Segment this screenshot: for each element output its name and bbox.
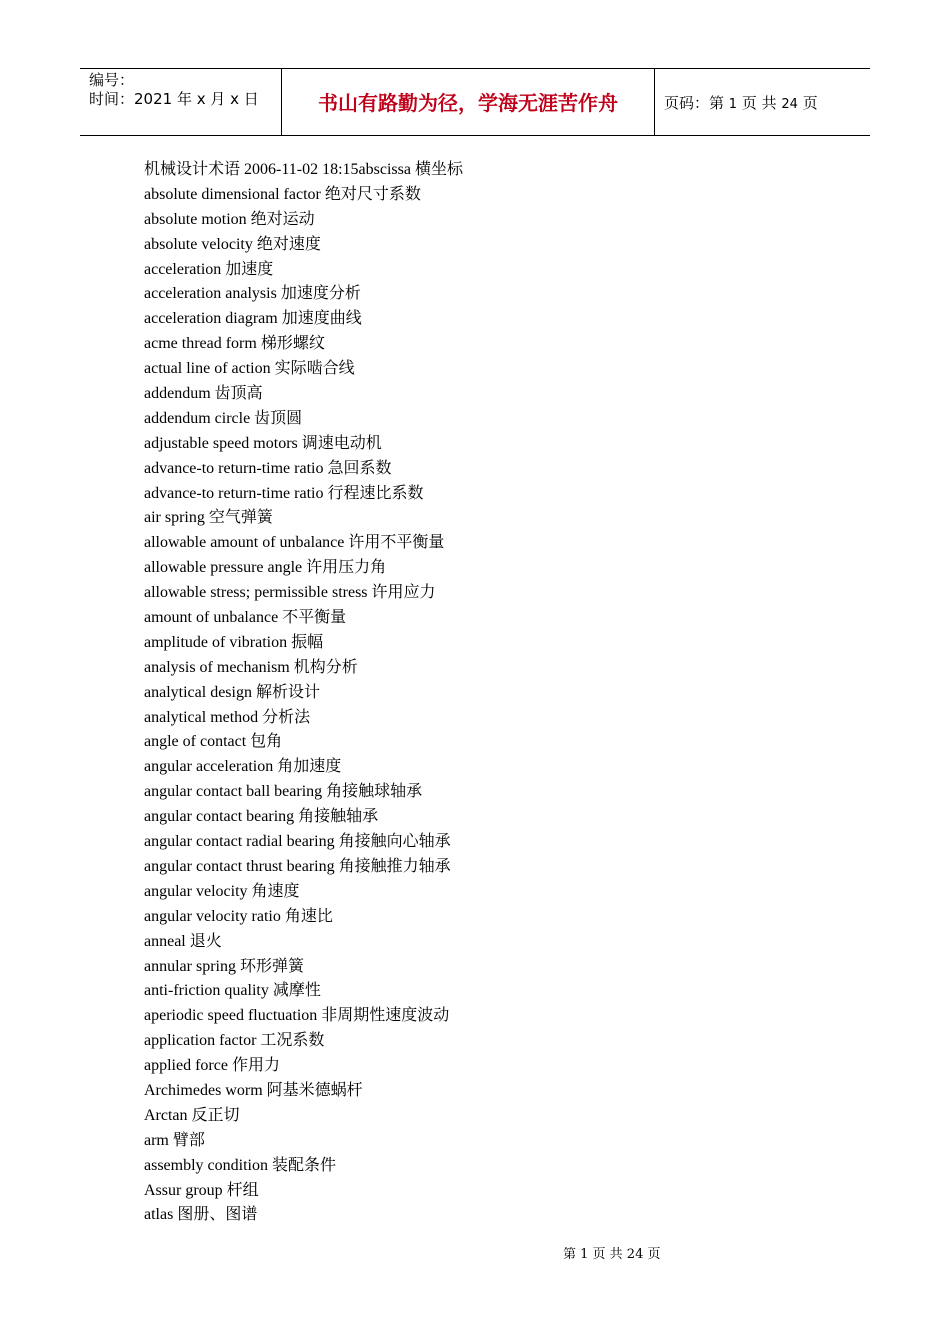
glossary-entry: absolute velocity 绝对速度 xyxy=(144,235,321,253)
glossary-entry: applied force 作用力 xyxy=(144,1057,280,1075)
glossary-entry: absolute dimensional factor 绝对尺寸系数 xyxy=(144,185,421,203)
glossary-entry: assembly condition 装配条件 xyxy=(144,1156,336,1174)
glossary-entry: arm 臂部 xyxy=(144,1131,205,1149)
glossary-entry: acceleration 加速度 xyxy=(144,260,274,278)
glossary-entry: atlas 图册、图谱 xyxy=(144,1206,258,1224)
header-divider xyxy=(654,69,655,136)
page-header xyxy=(80,68,870,136)
header-meta xyxy=(89,69,281,109)
header-page-indicator xyxy=(664,93,818,115)
glossary-entry: actual line of action 实际啮合线 xyxy=(144,360,355,378)
glossary-entry: advance-to return-time ratio 急回系数 xyxy=(144,459,392,477)
glossary-entry: addendum 齿顶高 xyxy=(144,385,263,403)
glossary-entry: angular contact thrust bearing 角接触推力轴承 xyxy=(144,857,451,875)
glossary-entry: Assur group 杆组 xyxy=(144,1181,259,1199)
glossary-list xyxy=(144,158,844,1228)
glossary-entry: 机械设计术语 2006-11-02 18:15abscissa 横坐标 xyxy=(144,161,463,178)
glossary-entry: Archimedes worm 阿基米德蜗杆 xyxy=(144,1081,363,1099)
glossary-entry: angular contact ball bearing 角接触球轴承 xyxy=(144,783,423,801)
page-total: 24 xyxy=(781,97,798,112)
glossary-entry: angle of contact 包角 xyxy=(144,733,283,751)
glossary-entry: angular contact radial bearing 角接触向心轴承 xyxy=(144,833,451,851)
glossary-entry: angular contact bearing 角接触轴承 xyxy=(144,808,379,826)
glossary-entry: angular acceleration 角加速度 xyxy=(144,758,342,776)
glossary-entry: air spring 空气弹簧 xyxy=(144,509,273,527)
page-footer: 第 1 页 共 24 页 xyxy=(563,1247,661,1262)
glossary-entry: analysis of mechanism 机构分析 xyxy=(144,658,358,676)
glossary-entry: advance-to return-time ratio 行程速比系数 xyxy=(144,484,424,502)
glossary-entry: analytical method 分析法 xyxy=(144,708,311,726)
glossary-entry: anti-friction quality 减摩性 xyxy=(144,982,321,1000)
glossary-entry: anneal 退火 xyxy=(144,932,222,950)
glossary-entry: allowable pressure angle 许用压力角 xyxy=(144,559,387,577)
glossary-entry: Arctan 反正切 xyxy=(144,1106,240,1124)
glossary-entry: analytical design 解析设计 xyxy=(144,683,320,701)
glossary-entry: acceleration diagram 加速度曲线 xyxy=(144,310,362,328)
glossary-entry: application factor 工况系数 xyxy=(144,1032,325,1050)
glossary-entry: acceleration analysis 加速度分析 xyxy=(144,285,361,303)
glossary-entry: allowable stress; permissible stress 许用应力 xyxy=(144,584,436,602)
header-motto: 书山有路勤为径，学海无涯苦作舟 xyxy=(318,91,618,115)
page-mid: 页 共 xyxy=(737,94,782,112)
glossary-entry: amplitude of vibration 振幅 xyxy=(144,633,324,651)
document-code-label: 编号： xyxy=(89,71,135,89)
glossary-entry: adjustable speed motors 调速电动机 xyxy=(144,434,382,452)
page-number: 1 xyxy=(728,97,738,112)
glossary-entry: angular velocity ratio 角速比 xyxy=(144,907,333,925)
glossary-entry: angular velocity 角速度 xyxy=(144,882,300,900)
glossary-entry: annular spring 环形弹簧 xyxy=(144,957,304,975)
glossary-entry: allowable amount of unbalance 许用不平衡量 xyxy=(144,534,445,552)
page-prefix: 页码：第 xyxy=(664,94,729,112)
glossary-entry: acme thread form 梯形螺纹 xyxy=(144,335,325,353)
glossary-entry: amount of unbalance 不平衡量 xyxy=(144,609,347,627)
glossary-entry: addendum circle 齿顶圆 xyxy=(144,409,303,427)
glossary-entry: aperiodic speed fluctuation 非周期性速度波动 xyxy=(144,1007,450,1025)
glossary-entry: absolute motion 绝对运动 xyxy=(144,210,315,228)
document-date-label: 时间：2021 年 x 月 x 日 xyxy=(89,90,259,108)
page-suffix: 页 xyxy=(797,94,818,112)
